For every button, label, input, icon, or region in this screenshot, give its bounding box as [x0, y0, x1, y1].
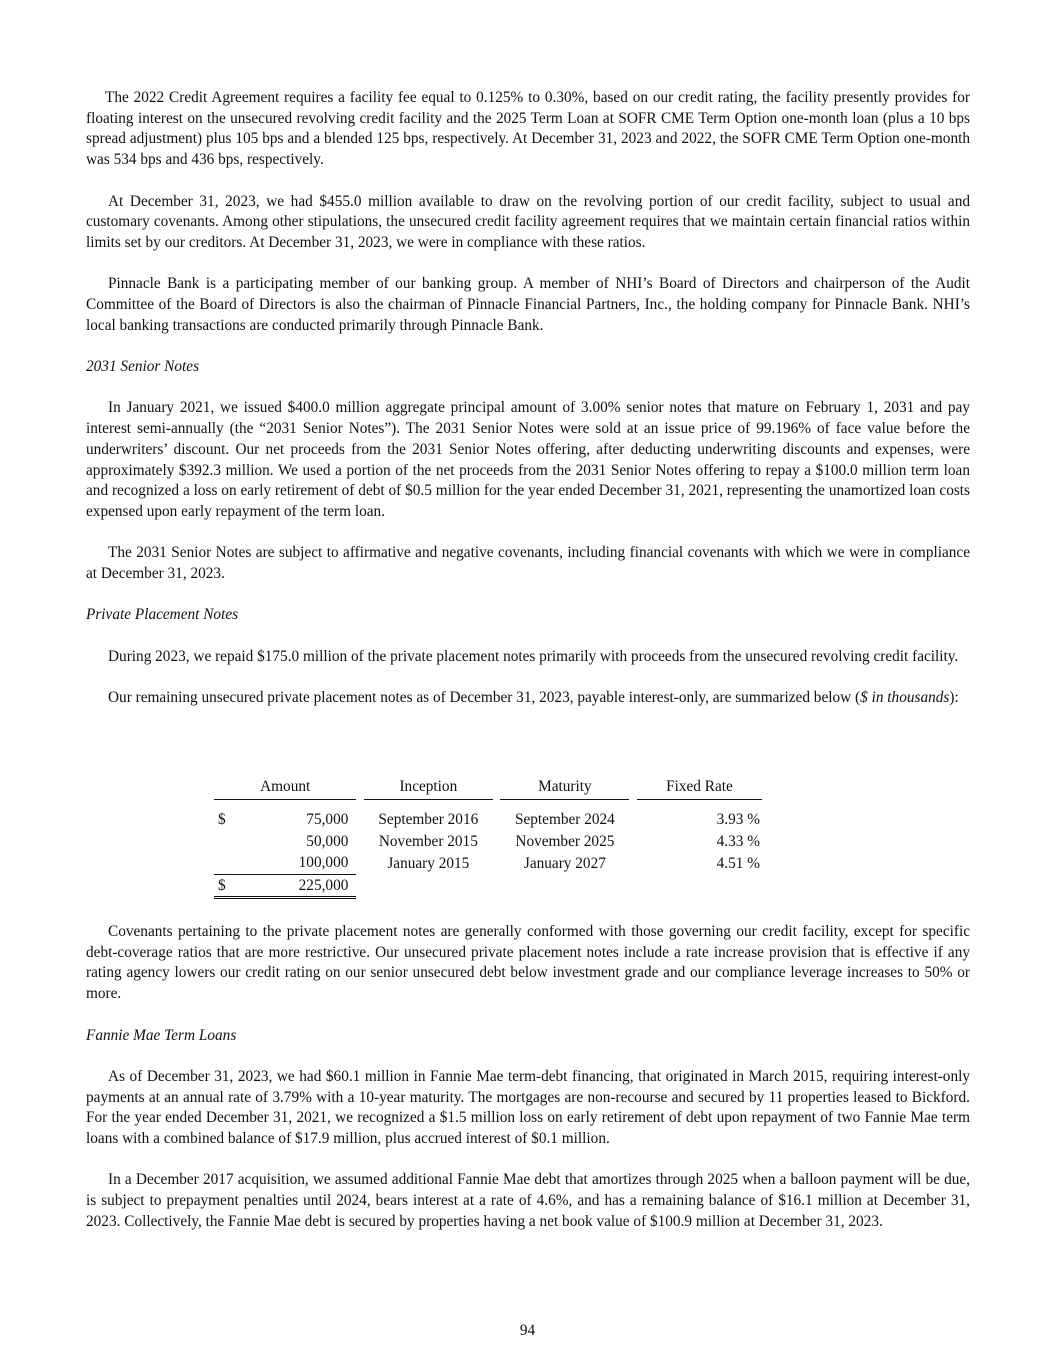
row-rate: 4.33 % — [716, 832, 760, 850]
row-amount: 100,000 — [298, 854, 349, 871]
row-rate: 4.51 % — [716, 854, 760, 872]
paragraph-senior-notes-covenants: The 2031 Senior Notes are subject to affirmative and negative covenants, including financial covenants with which we were in compliance at December 31, 2023. — [86, 544, 970, 583]
row-dollar: $ — [218, 811, 226, 828]
row-amount: 50,000 — [306, 832, 349, 850]
heading-2031-senior-notes: 2031 Senior Notes — [86, 358, 200, 376]
paragraph-fannie-mae-financing: As of December 31, 2023, we had $60.1 million in Fannie Mae term-debt financing, that originated in March 2015, requiring interest-only payments at an annual rate of 3.79% with a 10-year maturity. The mortgages are non-recourse and secured by 11 properties leased to Bickford. For the year ended December 31, 2021, we recognized a $1.5 million loss on early retirement of debt upon repayment of two Fannie Mae term loans with a combined balance of $17.9 million, plus accrued interest of $0.1 million. — [86, 1067, 970, 1147]
row-maturity: September 2024 — [514, 811, 615, 828]
private-placement-notes-table — [214, 776, 762, 899]
table-row — [214, 852, 762, 874]
summary-end: ): — [949, 689, 959, 707]
row-rate: 3.93 % — [716, 811, 760, 828]
heading-private-placement-notes: Private Placement Notes — [86, 606, 239, 624]
header-amount: Amount — [214, 776, 356, 800]
summary-units: $ in thousands — [860, 689, 950, 707]
header-maturity: Maturity — [500, 776, 629, 800]
header-fixed-rate: Fixed Rate — [637, 776, 762, 800]
total-amount: 225,000 — [239, 874, 356, 898]
paragraph-senior-notes-issue: In January 2021, we issued $400.0 million aggregate principal amount of 3.00% senior notes that mature on February 1, 2031 and pay interest semi-annually (the “2031 Senior Notes”). The 2031 Senior Notes were sold at an issue price of 99.196% of face value before the underwriters’ discount. Our net proceeds from the 2031 Senior Notes offering, after deducting underwriting discounts and expenses, were approximately $392.3 million. We used a portion of the net proceeds from the 2031 Senior Notes offering to repay a $100.0 million term loan and recognized a loss on early retirement of debt of $0.5 million for the year ended December 31, 2021, representing the unamortized loan costs expensed upon early repayment of the term loan. — [86, 399, 970, 520]
table-row — [214, 809, 762, 831]
row-inception: November 2015 — [378, 832, 478, 850]
table-row — [214, 831, 762, 853]
paragraph-covenants: Covenants pertaining to the private placement notes are generally conformed with those governing our credit facility, except for specific debt-coverage ratios that are more restrictive. Our unsecured private placement notes include a rate increase provision that is effective if any rating agency lowers our credit rating on our senior unsecured debt below investment grade and our compliance leverage increases to 50% or more. — [86, 923, 970, 1003]
row-dollar — [214, 852, 239, 874]
row-inception: September 2016 — [378, 811, 479, 828]
row-amount: 75,000 — [306, 811, 349, 828]
table-total-row — [214, 874, 762, 898]
header-inception: Inception — [364, 776, 493, 800]
paragraph-revolver-availability: At December 31, 2023, we had $455.0 million available to draw on the revolving portion of our credit facility, subject to usual and customary covenants. Among other stipulations, the unsecured credit facility agreement requires that we maintain certain financial ratios within limits set by our creditors. At December 31, 2023, we were in compliance with these ratios. — [86, 192, 970, 251]
row-inception: January 2015 — [387, 854, 470, 872]
paragraph-credit-agreement: The 2022 Credit Agreement requires a facility fee equal to 0.125% to 0.30%, based on our credit rating, the facility presently provides for floating interest on the unsecured revolving credit facility and the 2025 Term Loan at SOFR CME Term Option one-month loan (plus a 10 bps spread adjustment) plus 105 bps and a blended 125 bps, respectively. At December 31, 2023 and 2022, the SOFR CME Term Option one-month was 534 bps and 436 bps, respectively. — [86, 89, 970, 169]
row-maturity: January 2027 — [523, 854, 606, 872]
table-header-row — [214, 776, 762, 800]
heading-fannie-mae: Fannie Mae Term Loans — [86, 1026, 237, 1044]
document-page-lower — [86, 922, 970, 1253]
page-number: 94 — [519, 1322, 536, 1339]
row-maturity: November 2025 — [515, 832, 615, 850]
summary-text: Our remaining unsecured private placement notes as of December 31, 2023, payable interest-only, are summarized below ( — [108, 689, 861, 707]
paragraph-fannie-mae-acquisition: In a December 2017 acquisition, we assumed additional Fannie Mae debt that amortizes through 2025 when a balloon payment will be due, is subject to prepayment penalties until 2024, bears interest at a rate of 4.6%, and has a remaining balance of $16.1 million at December 31, 2023. Collectively, the Fannie Mae debt is secured by properties having a net book value of $100.9 million at December 31, 2023. — [86, 1171, 970, 1230]
document-page — [86, 88, 970, 730]
paragraph-private-summary — [86, 688, 970, 709]
total-dollar: $ — [214, 874, 239, 898]
paragraph-private-repaid: During 2023, we repaid $175.0 million of the private placement notes primarily with proceeds from the unsecured revolving credit facility. — [108, 647, 959, 665]
paragraph-pinnacle-bank: Pinnacle Bank is a participating member of our banking group. A member of NHI’s Board of Directors and chairperson of the Audit Committee of the Board of Directors is also the chairman of Pinnacle Financial Partners, Inc., the holding company for Pinnacle Bank. NHI’s local banking transactions are conducted primarily through Pinnacle Bank. — [86, 275, 970, 334]
row-dollar — [214, 831, 239, 853]
